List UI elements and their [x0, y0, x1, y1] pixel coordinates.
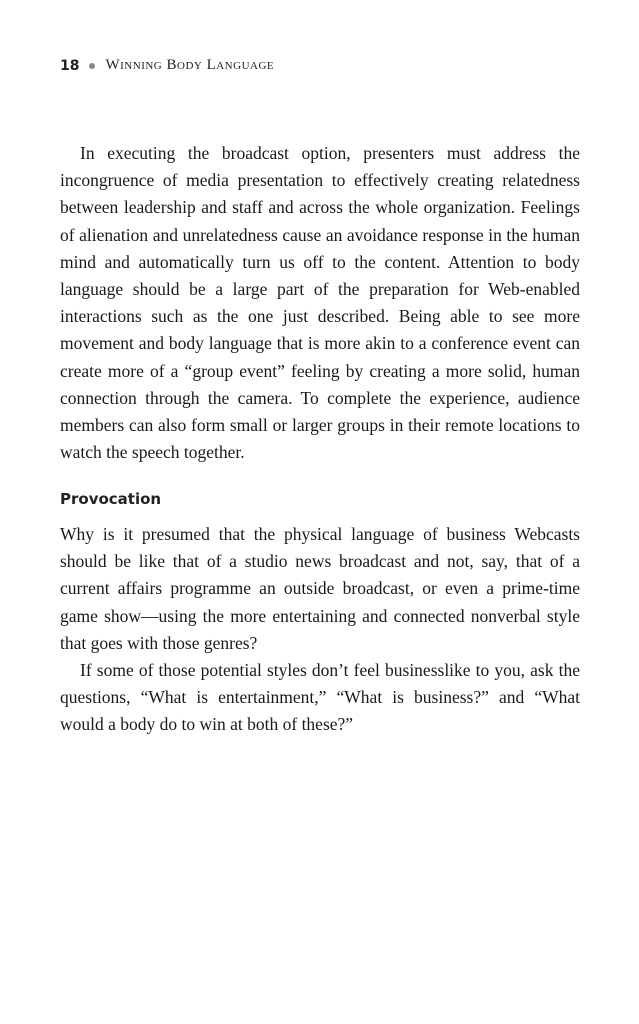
book-title: Winning Body Language	[105, 57, 275, 73]
page-number: 18	[60, 57, 80, 74]
body-paragraph: If some of those potential styles don’t feel businesslike to you, ask the questions, “What is entertainment,” “What is business?” and “What would a body do to win at both of these?”	[60, 660, 580, 735]
running-head	[60, 57, 274, 74]
body-paragraph: Why is it presumed that the physical language of business Webcasts should be like that of a studio news broadcast and not, say, that of a current affairs programme an outside broadcast, or even a prime-time game show—using the more entertaining and connected nonverbal style that goes with those genres?	[60, 524, 580, 653]
section-heading: Provocation	[60, 490, 162, 508]
bullet-separator-icon	[89, 63, 95, 69]
body-paragraph: In executing the broadcast option, presenters must address the incongruence of media presentation to effectively creating relatedness between leadership and staff and across the whole organization. Feelings of alienation and unrelatedness cause an avoidance response in the human mind and automatically turn us off to the content. Attention to body language should be a large part of the preparation for Web-enabled interactions such as the one just described. Being able to see more movement and body language that is more akin to a conference event can create more of a “group event” feeling by creating a more solid, human connection through the camera. To complete the experience, audience members can also form small or larger groups in their remote locations to watch the speech together.	[60, 143, 580, 463]
